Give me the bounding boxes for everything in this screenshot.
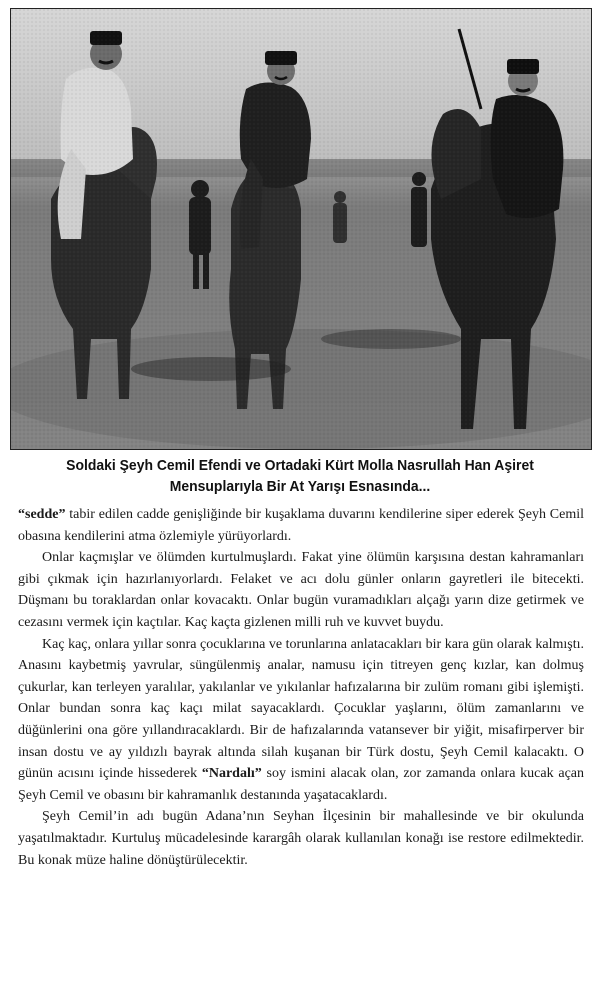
horsemen-photograph [10, 8, 592, 450]
paragraph-2: Onlar kaçmışlar ve ölümden kurtulmuşlardı. Fakat yine ölümün karşısına destan kahramanları gibi çıkmak için hazırlanıyorlardı. Felaket ve acı dolu günler onların gayretleri ile bitecekti. Düşmanı bu toraklardan onlar kovacaktı. Onlar bugün vuramadıkları alçağı yarın dize getirmek ve cezasını vermek için kaçtılar. Kaç kaçta gizlenen milli ruh ve kuvvet buydu. [18, 550, 584, 630]
paragraph-1-text: tabir edilen cadde genişliğinde bir kuşaklama duvarını kendilerine siper ederek Şeyh Cemil obasına kendilerini atma özlemiyle yürüyorlardı. [18, 507, 584, 544]
paragraph-4: Şeyh Cemil’in adı bugün Adana’nın Seyhan İlçesinin bir mahallesinde ve bir okulunda yaşatılmaktadır. Kurtuluş mücadelesinde karargâh olarak kullanılan konağı ise restore edilmektedir. Bu konak müze haline dönüştürülecektir. [18, 809, 584, 868]
photo-caption [40, 455, 561, 497]
bold-term-nardali: “Nardalı” [201, 766, 262, 782]
paragraph-1 [18, 504, 584, 547]
paragraph-3-text-after: soy ismini alacak olan, zor zamanda onlara kucak açan Şeyh Cemil ve obasını bir kahramanlık destanında yaşatacaklardı. [18, 766, 584, 803]
caption-line-2: Mensuplarıyla Bir At Yarışı Esnasında... [169, 478, 431, 495]
paragraph-3-text: Kaç kaç, onlara yıllar sonra çocuklarına ve torunlarına anlatacakları bir kara gün olarak kalmıştı. Anasını kaybetmiş yavrular, süngülenmiş analar, namusu için titreyen genç kızlar, kan dolmuş çukurlar, kan terleyen yaralılar, yakılanlar ve yıkılanlar hafızalarına bir zulüm romanı gibi işlemişti. Onlar bundan sonra kaç kaçı milat sayacaklardı. Çocuklar yaşlarını, ölüm zamanlarını ve düğünlerini ona göre yıllandıracaklardı. Bir de hafızalarında vatansever bir yiğit, misafirperver bir insan dostu ve ay yıldızlı bayrak altında silah kuşanan bir Türk dostu, Şeyh Cemil kalacaktı. O günün acısını içinde hissederek [18, 636, 584, 782]
paragraph-3 [18, 634, 584, 807]
article-body [18, 504, 584, 871]
caption-line-1: Soldaki Şeyh Cemil Efendi ve Ortadaki Kürt Molla Nasrullah Han Aşiret [66, 457, 534, 474]
bold-term-sedde: “sedde” [18, 507, 66, 522]
